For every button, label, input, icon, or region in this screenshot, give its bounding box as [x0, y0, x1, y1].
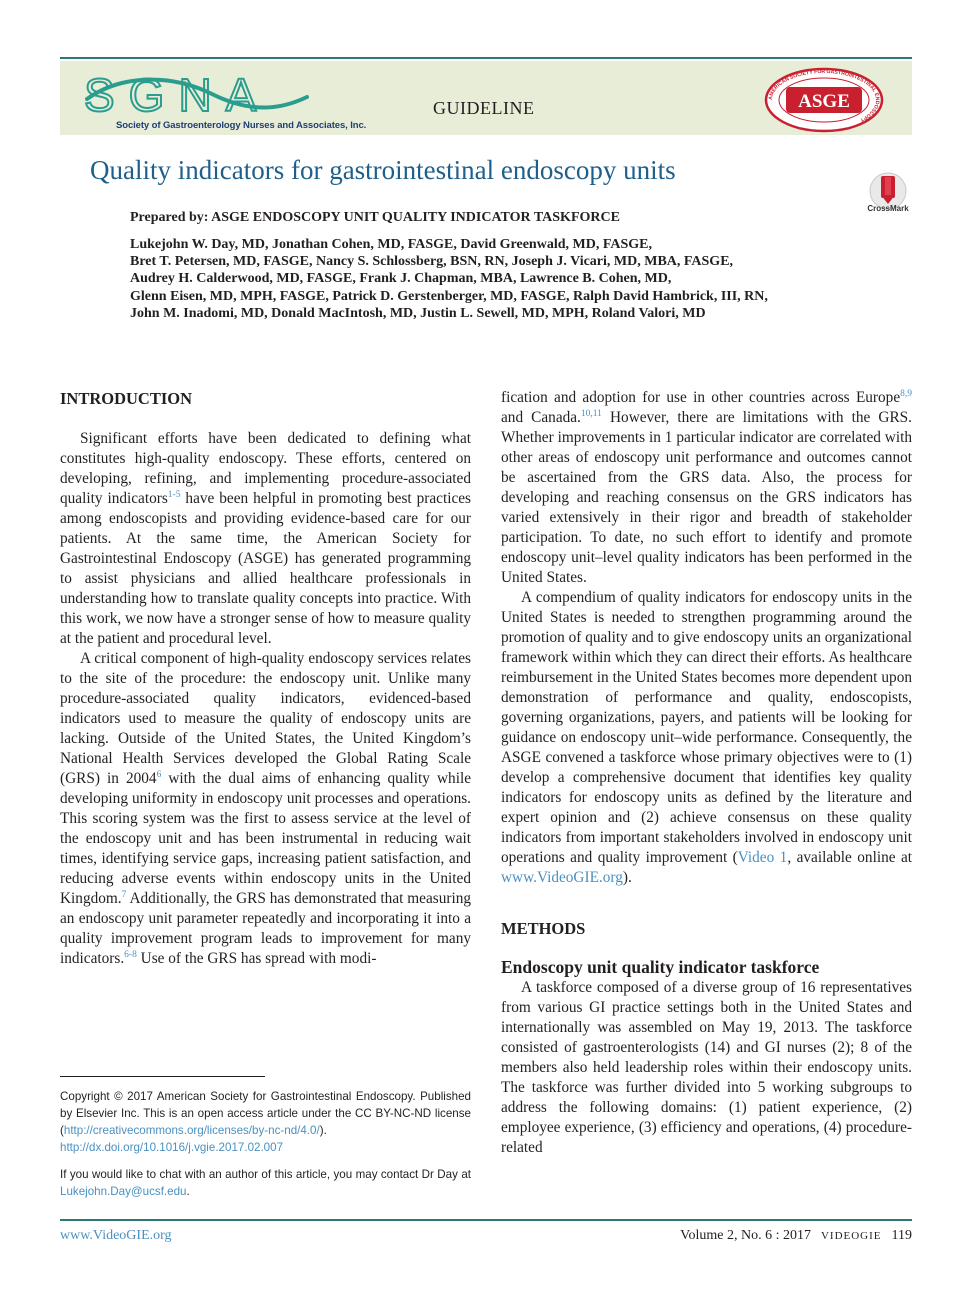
citation-link[interactable]: 8,9	[900, 389, 912, 399]
author-line: John M. Inadomi, MD, Donald MacIntosh, MD, Justin L. Sewell, MD, MPH, Roland Valori, MD	[130, 305, 706, 321]
footer-rule	[60, 1219, 912, 1221]
asge-seal	[764, 67, 884, 133]
citation-link[interactable]: 6-8	[124, 950, 137, 960]
website-link[interactable]: www.VideoGIE.org	[501, 869, 623, 886]
email-link[interactable]: Lukejohn.Day@ucsf.edu	[60, 1185, 187, 1198]
citation-link[interactable]: 7	[121, 890, 127, 900]
methods-heading: METHODS	[501, 919, 586, 938]
volume-info: Volume 2, No. 6 : 2017	[680, 1228, 811, 1243]
author-line: Bret T. Petersen, MD, FASGE, Nancy S. Schlossberg, BSN, RN, Joseph J. Vicari, MD, MBA, FASGE,	[130, 254, 734, 270]
article-type-label: GUIDELINE	[433, 98, 535, 118]
author-line: Lukejohn W. Day, MD, Jonathan Cohen, MD, FASGE, David Greenwald, MD, FASGE,	[130, 237, 652, 252]
author-line: Glenn Eisen, MD, MPH, FASGE, Patrick D. Gerstenberger, MD, FASGE, Ralph David Hambrick, III, RN,	[130, 288, 768, 304]
methods-paragraph-1: A taskforce composed of a diverse group of 16 representatives from various GI practice settings both in the United States and internationally was assembled on May 19, 2013. The taskforce consisted of gastroenterologists (14) and GI nurses (2); 8 of the members also held leadership roles within their endoscopy units. The taskforce was further divided into 5 working subgroups to address the following domains: (1) patient experience, (2) employee experience, (3) efficiency and operations, (4) procedure-related	[501, 979, 912, 1156]
right-column	[501, 388, 912, 1158]
prepared-by: Prepared by: ASGE ENDOSCOPY UNIT QUALITY INDICATOR TASKFORCE	[130, 210, 620, 225]
page-number: 119	[891, 1228, 912, 1243]
copyright-footnote: Copyright © 2017 American Society for Gastrointestinal Endoscopy. Published by Elsevier Inc. This is an open access article under the CC BY-NC-ND license (http://creativecommons.org/licenses/by-nc-nd/4.0/). http://dx.doi.org/10.1016/j.vgie.2017.02.007	[60, 1090, 471, 1154]
author-line: Audrey H. Calderwood, MD, FASGE, Frank J. Chapman, MBA, Lawrence B. Cohen, MD,	[130, 271, 672, 287]
sgna-wordmark: SGNA	[84, 69, 271, 119]
footnote-rule	[60, 1076, 265, 1077]
license-link[interactable]: http://creativecommons.org/licenses/by-nc-nd/4.0/	[63, 1124, 320, 1137]
intro-paragraph-4: A compendium of quality indicators for endoscopy units in the United States is needed to strengthen programming around the promotion of quality and to give endoscopy units an organizational framework within which they can direct their efforts. As healthcare reimbursement in the United States becomes more dependent upon demonstration of performance and quality, endoscopists, governing organizations, payers, and patients will be looking for guidance on endoscopy unit–wide performance. Consequently, the ASGE convened a taskforce whose primary objectives were to (1) develop a comprehensive document that identifies key quality indicators for endoscopy units as defined by the literature and expert opinion and (2) achieve consensus on these quality indicators from important stakeholders involved in endoscopy unit operations and quality improvement (Video 1, available online at www.VideoGIE.org).	[501, 589, 913, 886]
intro-heading: INTRODUCTION	[60, 389, 193, 408]
article-title: Quality indicators for gastrointestinal endoscopy units	[90, 155, 676, 185]
intro-paragraph-1: Significant efforts have been dedicated to defining what constitutes high-quality endoscopy. These efforts, centered on developing, refining, and implementing procedure-associated quality indicators$^{1-5}$ have been helpful in promoting best practices among endoscopists and providing evidence-based care for our patients. At the same time, the American Society for Gastrointestinal Endoscopy (ASGE) has generated programming to assist physicians and allied healthcare professionals in understanding how to translate quality concepts into practice. With this work, we now have a stronger sense of how to measure quality at the patient and procedural level.	[60, 430, 471, 647]
journal-name: VIDEOGIE	[820, 1230, 882, 1242]
doi-link[interactable]: http://dx.doi.org/10.1016/j.vgie.2017.02.007	[60, 1141, 284, 1154]
journal-banner	[60, 61, 912, 135]
intro-paragraph-2: A critical component of high-quality endoscopy services relates to the site of the procedure: the endoscopy unit. Unlike many procedure-associated quality indicators, evidenced-based indicators used to measure the quality of endoscopy units are lacking. Outside of the United States, the United Kingdom’s National Health Services developed the Global Rating Scale (GRS) in 2004$^6$ with the dual aims of enhancing quality while developing uniformity in endoscopy unit processes and operations. This scoring system was the first to assess service at the level of the endoscopy unit and has been instrumental in reducing wait times, identifying service gaps, increasing patient satisfaction, and reducing adverse events within endoscopy units in the United Kingdom.$^7$ Additionally, the GRS has demonstrated that measuring an endoscopy unit parameter repeatedly and incorporating it into a quality improvement program leads to improvement for many indicators.$^{6-8}$ Use of the GRS has spread with modi-	[60, 650, 471, 967]
sgna-logo	[82, 69, 312, 119]
footer-citation	[680, 1228, 912, 1244]
citation-link[interactable]: 1-5	[167, 490, 181, 500]
author-list	[130, 236, 768, 322]
asge-ring-text: AMERICAN SOCIETY FOR GASTROINTESTINAL ENDOSCOPY	[767, 68, 881, 124]
left-column	[60, 388, 471, 969]
intro-paragraph-3: fication and adoption for use in other countries across Europe$^{8,9}$ and Canada.$^{10,11}$ However, there are limitations with the GRS. Whether improvements in 1 particular indicator are correlated with other areas of endoscopy unit performance and outcomes cannot be ascertained from the GRS data. Also, the process for developing and reaching consensus on the GRS indicators has varied extensively in their rigor and breadth of stakeholder participation. To date, no such effort to identify and promote endoscopy unit–level quality indicators has been performed in the United States.	[501, 389, 912, 586]
methods-subheading: Endoscopy unit quality indicator taskforce	[501, 957, 820, 977]
header-rule	[60, 57, 912, 59]
contact-footnote: If you would like to chat with an author of this article, you may contact Dr Day at Lukejohn.Day@ucsf.edu.	[60, 1168, 471, 1198]
asge-abbrev: ASGE	[798, 91, 850, 112]
citation-link[interactable]: 10,11	[580, 409, 602, 419]
citation-link[interactable]: 6	[156, 770, 162, 780]
video-link[interactable]: Video 1	[737, 849, 788, 866]
crossmark-label: CrossMark	[867, 204, 909, 213]
footer-website-link[interactable]: www.VideoGIE.org	[60, 1228, 172, 1243]
sgna-tagline: Society of Gastroenterology Nurses and Associates, Inc.	[116, 120, 367, 131]
